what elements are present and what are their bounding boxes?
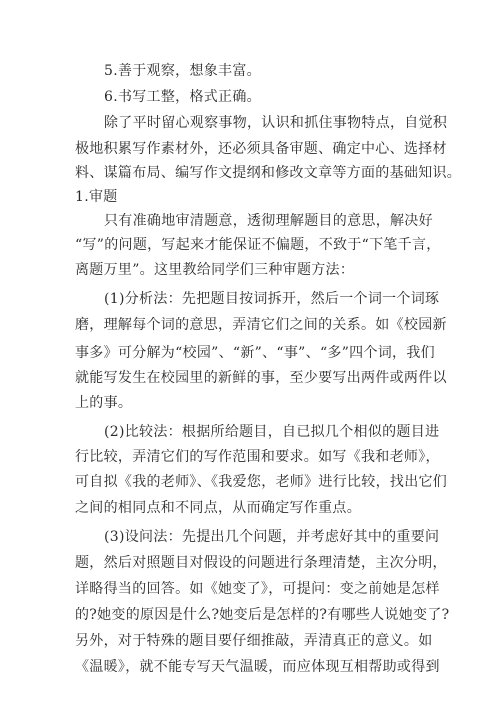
text-line: 就能写发生在校园里的新鲜的事，至少要写出两件或两件以 <box>75 370 447 386</box>
text-line: (1)分析法：先把题目按词拆开，然后一个词一个词琢 <box>104 291 440 307</box>
text-line: (3)设问法：先提出几个问题，并考虑好其中的重要问 <box>104 529 440 545</box>
text-line: 《温暖》，就不能专写天气温暖，而应体现互相帮助或得到 <box>75 659 440 675</box>
text-line: 料、谋篇布局、编写作文提纲和修改文章等方面的基础知识。 <box>75 165 462 181</box>
section-heading: 1.审题 <box>75 189 118 205</box>
text-line: 的?她变的原因是什么?她变后是怎样的?有哪些人说她变了? <box>75 607 450 623</box>
text-line: 可自拟《我的老师》、《我爱您，老师》进行比较，找出它们 <box>75 474 448 490</box>
text-line: 5.善于观察，想象丰富。 <box>104 63 261 79</box>
text-line: 极地积累写作素材外，还必须具备审题、确定中心、选择材 <box>75 141 447 157</box>
text-line: 行比较，弄清它们的写作范围和要求。如写《我和老师》， <box>75 449 440 465</box>
text-line: 另外，对于特殊的题目要仔细推敲，弄清真正的意义。如 <box>75 633 433 649</box>
text-line: 磨，理解每个词的意思，弄清它们之间的关系。如《校园新 <box>75 317 447 333</box>
text-line: 6.书写工整，格式正确。 <box>104 89 261 105</box>
text-line: 上的事。 <box>75 395 133 411</box>
text-line: (2)比较法：根据所给题目，自已拟几个相似的题目进 <box>104 424 440 440</box>
text-line: 只有准确地审清题意，透彻理解题目的意思，解决好 <box>104 213 433 229</box>
text-line: 之间的相同点和不同点，从而确定写作重点。 <box>75 500 361 516</box>
text-line: 事多》可分解为“校园”、“新”、“事”、“多”四个词，我们 <box>75 345 435 361</box>
text-line: 除了平时留心观察事物，认识和抓住事物特点，自觉积 <box>104 115 448 131</box>
text-line: 详略得当的回答。如《她变了》，可提问：变之前她是怎样 <box>75 581 440 597</box>
text-line: “写”的问题，写起来才能保证不偏题，不致于“下笔千言， <box>75 237 441 253</box>
text-line: 离题万里”。这里教给同学们三种审题方法： <box>75 262 355 278</box>
text-line: 题，然后对照题目对假设的问题进行条理清楚，主次分明， <box>75 555 447 571</box>
